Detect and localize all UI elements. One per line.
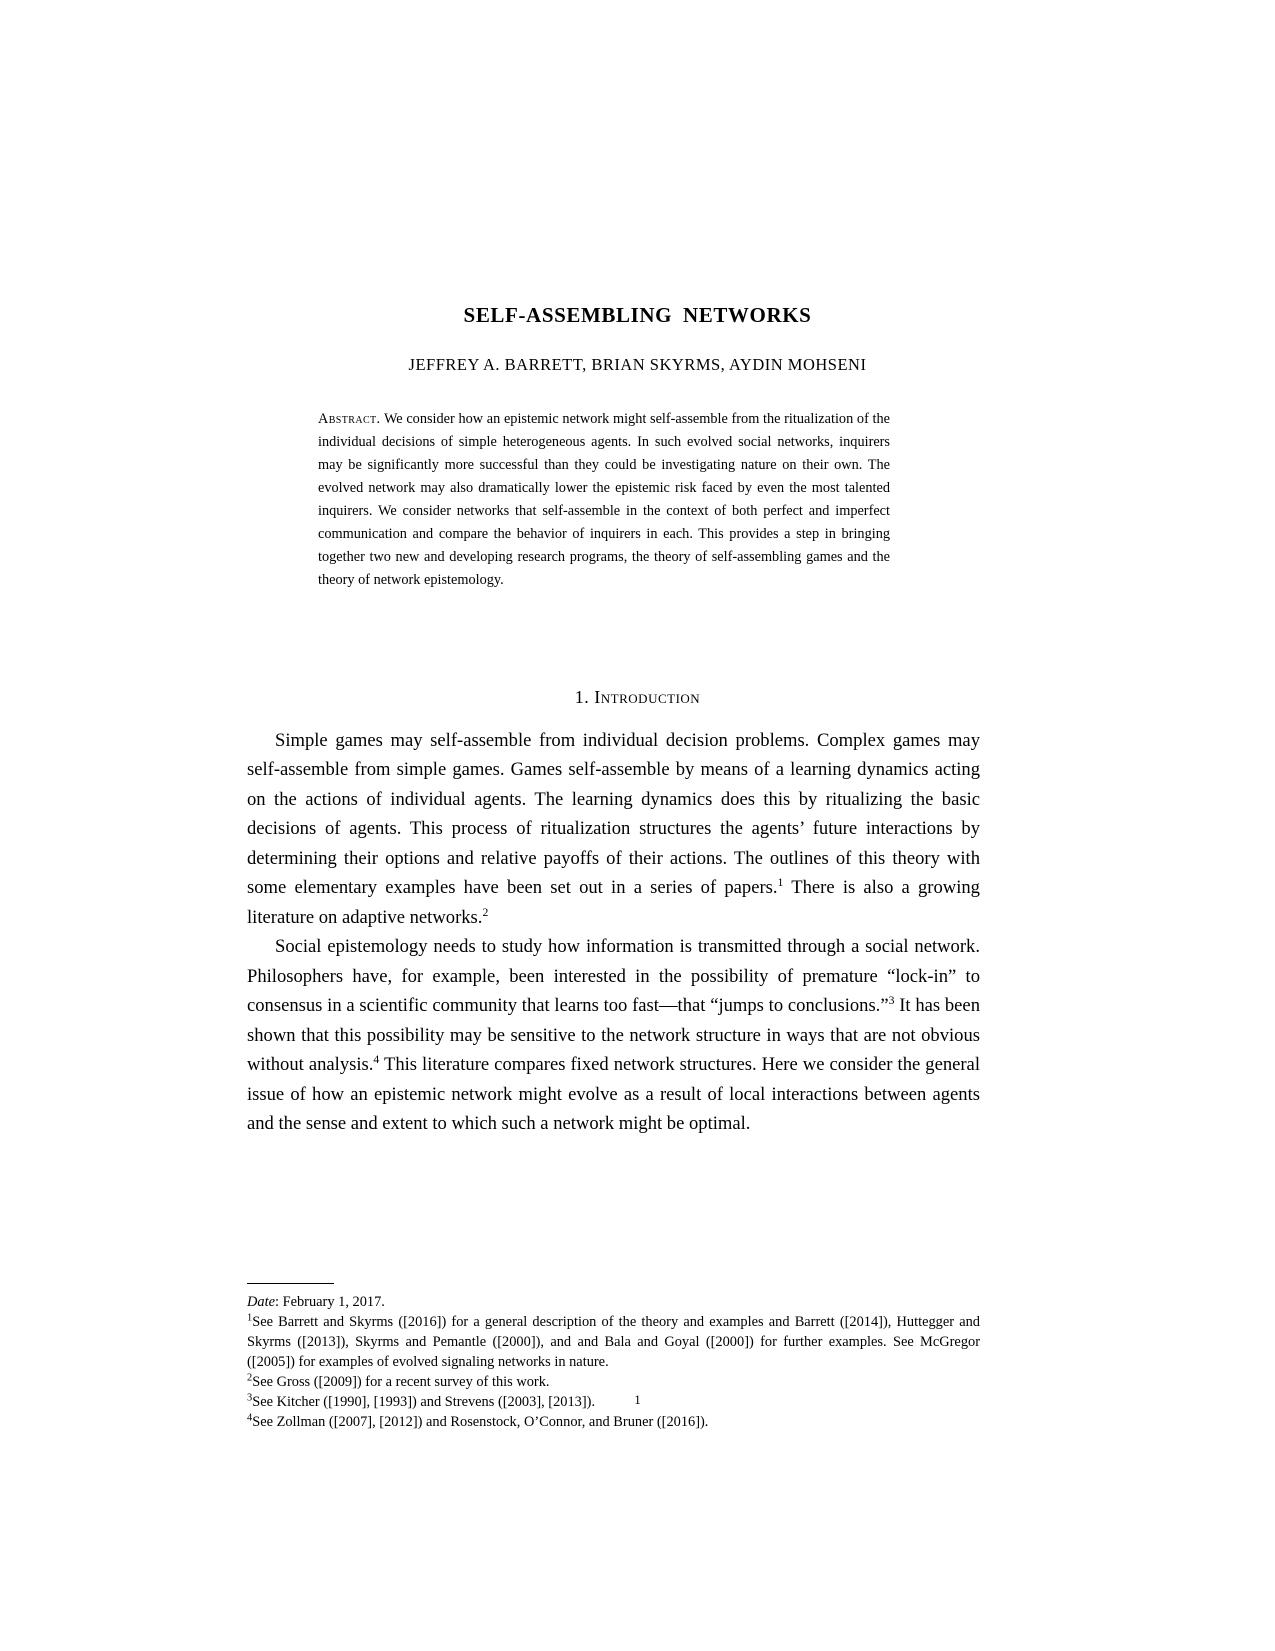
section-number: 1. — [574, 687, 590, 707]
footnote-item-marker: 1 — [247, 1312, 253, 1324]
footnote-item-text: See Barrett and Skyrms ([2016]) for a general description of the theory and examples and Barrett ([2014]), Huttegger and Skyrms ([2013]), Skyrms and Pemantle ([2000]), and and Bala and Goyal ([2000]) for further examples. See McGregor ([2005]) for examples of evolved signaling networks in nature. — [247, 1314, 980, 1371]
footnote-item — [247, 1372, 980, 1392]
body-paragraph: Social epistemology needs to study how information is transmitted through a social network. Philosophers have, for example, been interested in the possibility of premature “lock-in” to consensus in a scientific community that learns too fast—that “jumps to conclusions.”$^3$ It has been shown that this possibility may be sensitive to the network structure in ways that are not obvious without analysis.$^4$ This literature compares fixed network structures. Here we consider the general issue of how an epistemic network might evolve as a result of local interactions between agents and the sense and extent to which such a network might be optimal. — [247, 936, 980, 1135]
footnote-item-marker: 3 — [247, 1392, 253, 1404]
page-number: 1 — [634, 1392, 641, 1407]
footnote-item — [247, 1412, 980, 1432]
footnote-marker[interactable]: 2 — [482, 906, 489, 920]
footnote-item — [247, 1312, 980, 1372]
page-title: SELF-ASSEMBLING NETWORKS — [463, 303, 812, 328]
footnote-marker[interactable]: 3 — [888, 994, 895, 1008]
footnote-item-text: See Gross ([2009]) for a recent survey of this work. — [252, 1374, 550, 1391]
section-title: Introduction — [594, 687, 701, 707]
body-paragraph: Simple games may self-assemble from individual decision problems. Complex games may self-assemble from simple games. Games self-assemble by means of a learning dynamics acting on the actions of individual agents. The learning dynamics does this by ritualizing the basic decisions of agents. This process of ritualization structures the agents’ future interactions by determining their options and relative payoffs of their actions. The outlines of this theory with some elementary examples have been set out in a series of papers.$^1$ There is also a growing literature on adaptive networks.$^2$ — [247, 730, 980, 928]
date-label: Date — [247, 1294, 275, 1310]
footnote-items — [247, 1312, 980, 1432]
footnote-item-text: See Zollman ([2007], [2012]) and Rosenstock, O’Connor, and Bruner ([2016]). — [252, 1414, 709, 1431]
footnote-item-marker: 2 — [247, 1372, 253, 1384]
footnote-block — [247, 1292, 980, 1432]
abstract-label: Abstract. — [318, 411, 381, 427]
abstract-text: We consider how an epistemic network might self-assemble from the ritualization of the individual decisions of simple heterogeneous agents. In such evolved social networks, inquirers may be significantly more successful than they could be investigating nature on their own. The evolved network may also dramatically lower the epistemic risk faced by even the most talented inquirers. We consider networks that self-assemble in the context of both perfect and imperfect communication and compare the behavior of inquirers in each. This provides a step in bringing together two new and developing research programs, the theory of self-assembling games and the theory of network epistemology. — [318, 411, 890, 589]
date-value: : February 1, 2017. — [274, 1294, 385, 1310]
footnote-marker[interactable]: 4 — [373, 1053, 380, 1067]
footnote-date — [247, 1292, 980, 1312]
footnote-item-marker: 4 — [247, 1412, 253, 1424]
section-heading-introduction — [0, 687, 1275, 708]
author-list: JEFFREY A. BARRETT, BRIAN SKYRMS, AYDIN MOHSENI — [408, 355, 867, 374]
abstract-block — [318, 408, 890, 592]
footnote-item-text: See Kitcher ([1990], [1993]) and Strevens ([2003], [2013]). — [252, 1394, 596, 1411]
footnote-marker[interactable]: 1 — [777, 876, 784, 890]
footnote-rule — [247, 1283, 334, 1284]
body-text — [247, 726, 980, 1139]
